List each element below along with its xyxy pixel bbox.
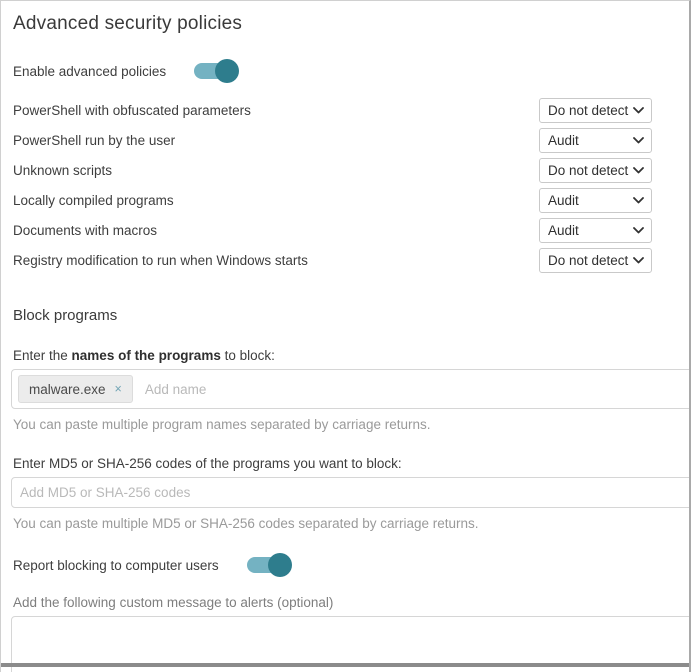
policy-row-obfuscated-powershell bbox=[13, 95, 652, 125]
select-value: Audit bbox=[548, 132, 579, 148]
select-value: Do not detect bbox=[548, 162, 629, 178]
toggle-knob bbox=[268, 553, 292, 577]
chevron-down-icon bbox=[633, 137, 644, 144]
policy-row-locally-compiled bbox=[13, 185, 652, 215]
add-name-input[interactable] bbox=[145, 382, 688, 397]
block-programs-heading: Block programs bbox=[13, 307, 118, 324]
policy-select-registry-modification[interactable] bbox=[539, 248, 652, 273]
policy-select-documents-macros[interactable] bbox=[539, 218, 652, 243]
label-text: to block: bbox=[220, 348, 275, 363]
select-value: Do not detect bbox=[548, 252, 629, 268]
label-text-bold: names of the programs bbox=[71, 348, 221, 363]
select-value: Audit bbox=[548, 222, 579, 238]
enable-advanced-policies-row bbox=[13, 59, 689, 83]
window-bottom-edge bbox=[1, 663, 689, 667]
hash-codes-input-box[interactable] bbox=[11, 477, 691, 508]
page-title: Advanced security policies bbox=[13, 13, 243, 34]
label-text: Enter the bbox=[13, 348, 72, 363]
program-names-label bbox=[13, 348, 689, 363]
program-names-help-text: You can paste multiple program names separated by carriage returns. bbox=[13, 417, 431, 432]
enable-advanced-policies-label: Enable advanced policies bbox=[13, 63, 167, 79]
policy-row-documents-macros bbox=[13, 215, 652, 245]
policy-label: PowerShell with obfuscated parameters bbox=[13, 102, 251, 118]
policy-row-powershell-user bbox=[13, 125, 652, 155]
policy-select-unknown-scripts[interactable] bbox=[539, 158, 652, 183]
select-value: Do not detect bbox=[548, 102, 629, 118]
policy-label: Documents with macros bbox=[13, 222, 158, 238]
custom-message-label: Add the following custom message to alerts (optional) bbox=[13, 595, 334, 610]
chevron-down-icon bbox=[633, 167, 644, 174]
chevron-down-icon bbox=[633, 257, 644, 264]
hash-codes-input[interactable] bbox=[20, 485, 686, 500]
policy-select-obfuscated-powershell[interactable] bbox=[539, 98, 652, 123]
policy-label: PowerShell run by the user bbox=[13, 132, 176, 148]
hash-codes-label: Enter MD5 or SHA-256 codes of the programs you want to block: bbox=[13, 456, 402, 471]
policy-rows bbox=[13, 95, 689, 275]
report-blocking-toggle[interactable] bbox=[247, 553, 292, 577]
hash-codes-help-text: You can paste multiple MD5 or SHA-256 codes separated by carriage returns. bbox=[13, 516, 479, 531]
toggle-knob bbox=[215, 59, 239, 83]
policy-label: Registry modification to run when Windows starts bbox=[13, 252, 308, 268]
report-blocking-row bbox=[13, 553, 689, 577]
policy-row-registry-modification bbox=[13, 245, 652, 275]
policy-label: Unknown scripts bbox=[13, 162, 113, 178]
chevron-down-icon bbox=[633, 107, 644, 114]
chip-label: malware.exe bbox=[29, 381, 106, 397]
report-blocking-label: Report blocking to computer users bbox=[13, 557, 219, 573]
policy-label: Locally compiled programs bbox=[13, 192, 174, 208]
policy-select-powershell-user[interactable] bbox=[539, 128, 652, 153]
program-name-chip bbox=[18, 375, 133, 403]
program-names-tag-input[interactable] bbox=[11, 369, 691, 409]
chevron-down-icon bbox=[633, 197, 644, 204]
enable-advanced-policies-toggle[interactable] bbox=[194, 59, 239, 83]
chevron-down-icon bbox=[633, 227, 644, 234]
chip-remove-icon[interactable]: × bbox=[114, 381, 122, 396]
select-value: Audit bbox=[548, 192, 579, 208]
policy-select-locally-compiled[interactable] bbox=[539, 188, 652, 213]
policy-row-unknown-scripts bbox=[13, 155, 652, 185]
